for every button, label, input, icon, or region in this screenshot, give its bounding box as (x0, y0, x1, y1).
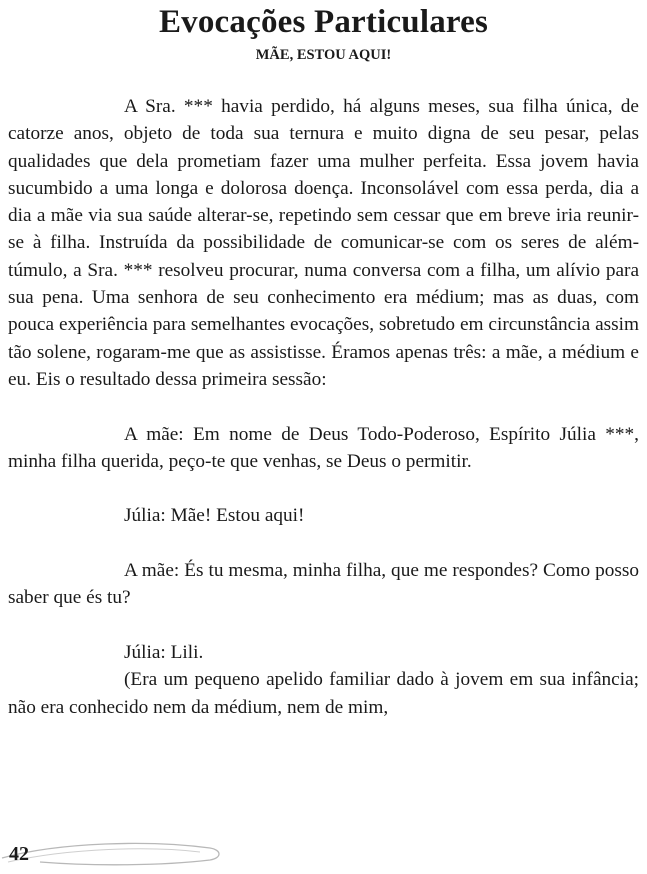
page-title: Evocações Particulares (158, 4, 489, 40)
decorative-swoosh-icon (0, 832, 240, 872)
paragraph-julia-reply: Júlia: Mãe! Estou aqui! (124, 505, 305, 527)
paragraph-intro: A Sra. *** havia perdido, há alguns meses, sua filha única, de catorze anos, objeto de toda sua ternura e muito digna de seu pesar, pelas qualidades que dela prometiam fazer uma mulher perfeita. Essa jovem havia sucumbido a uma longa e dolorosa doença. Inconsolável com essa perda, dia a dia a mãe via sua saúde alterar-se, repetindo sem cessar que em breve iria reunir-se à filha. Instruída da possibilidade de comunicar-se com os seres de além-túmulo, a Sra. *** resolveu procurar, numa conversa com a filha, um alívio para sua pena. Uma senhora de seu conhecimento era médium; mas as duas, com pouca experiência para semelhantes evocações, sobretudo em circunstância assim tão solene, rogaram-me que as assistisse. Éramos apenas três: a mãe, a médium e eu. Eis o resultado dessa primeira sessão: (8, 96, 639, 390)
body-text (8, 93, 639, 721)
page-number: 42 (9, 843, 29, 865)
paragraph-explanation: (Era um pequeno apelido familiar dado à jovem em sua infância; não era conhecido nem da médium, nem de mim, (8, 669, 639, 718)
paragraph-mother-evocation: A mãe: Em nome de Deus Todo-Poderoso, Espírito Júlia ***, minha filha querida, peço-te que venhas, se Deus o permitir. (8, 423, 639, 472)
section-subtitle: MÃE, ESTOU AQUI! (255, 47, 392, 63)
paragraph-mother-question: A mãe: És tu mesma, minha filha, que me respondes? Como posso saber que és tu? (8, 560, 639, 609)
paragraph-julia-lili: Júlia: Lili. (124, 641, 204, 663)
